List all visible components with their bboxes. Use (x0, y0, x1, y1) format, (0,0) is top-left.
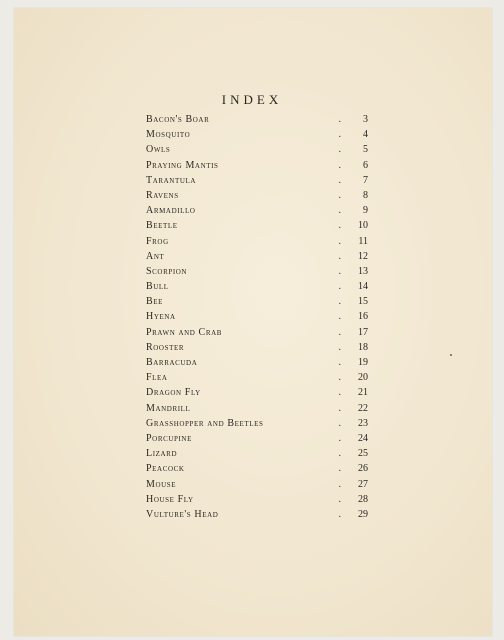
dot-leader: . (338, 189, 350, 201)
entry-page-number: 14 (358, 281, 368, 293)
dot-leader: . (338, 296, 350, 308)
index-entry (146, 446, 368, 461)
entry-name: Flea (146, 372, 168, 384)
entry-page-number: 6 (363, 159, 368, 171)
dot-leader: . (338, 341, 350, 353)
entry-page-number: 16 (358, 311, 368, 323)
dot-leader: . (338, 174, 350, 186)
index-list (146, 112, 368, 522)
dot-leader: . (338, 144, 350, 156)
index-entry (146, 325, 368, 340)
entry-name: Beetle (146, 220, 178, 232)
index-entry (146, 218, 368, 233)
entry-page-number: 8 (363, 189, 368, 201)
entry-name: Mandrill (146, 402, 191, 414)
index-entry (146, 249, 368, 264)
entry-page-number: 7 (363, 174, 368, 186)
dot-leader: . (338, 417, 350, 429)
entry-name: Vulture's Head (146, 508, 219, 520)
entry-page-number: 29 (358, 508, 368, 520)
dot-leader: . (338, 235, 350, 247)
entry-page-number: 28 (358, 493, 368, 505)
index-entry (146, 279, 368, 294)
entry-name: Dragon Fly (146, 387, 201, 399)
index-entry (146, 188, 368, 203)
dot-leader: . (338, 220, 350, 232)
index-entry (146, 431, 368, 446)
index-entry (146, 309, 368, 324)
dot-leader: . (338, 250, 350, 262)
entry-name: Grasshopper and Beetles (146, 417, 264, 429)
index-entry (146, 264, 368, 279)
dot-leader: . (338, 114, 350, 125)
entry-page-number: 15 (358, 296, 368, 308)
index-entry (146, 234, 368, 249)
dot-leader: . (338, 478, 350, 490)
entry-page-number: 26 (358, 463, 368, 475)
index-entry (146, 294, 368, 309)
entry-page-number: 22 (358, 402, 368, 414)
dot-leader: . (338, 432, 350, 444)
entry-name: Hyena (146, 311, 176, 323)
page-title: INDEX (221, 92, 283, 107)
index-entry (146, 507, 368, 522)
entry-name: Owls (146, 144, 171, 156)
entry-name: Armadillo (146, 205, 196, 217)
dot-leader: . (338, 129, 350, 141)
entry-page-number: 11 (358, 235, 368, 247)
dot-leader: . (338, 402, 350, 414)
dot-leader: . (338, 357, 350, 368)
entry-name: Bacon's Boar (146, 114, 210, 125)
entry-page-number: 23 (358, 417, 368, 429)
dot-leader: . (338, 311, 350, 323)
entry-name: Barracuda (146, 357, 198, 368)
dot-leader: . (338, 493, 350, 505)
entry-name: Mouse (146, 478, 177, 490)
ink-speck (450, 354, 452, 356)
entry-page-number: 5 (363, 144, 368, 156)
entry-page-number: 24 (358, 432, 368, 444)
index-entry (146, 127, 368, 142)
entry-page-number: 20 (358, 372, 368, 384)
entry-name: Bull (146, 281, 169, 293)
dot-leader: . (338, 372, 350, 384)
dot-leader: . (338, 159, 350, 171)
entry-page-number: 25 (358, 448, 368, 460)
index-entry (146, 416, 368, 431)
entry-page-number: 21 (358, 387, 368, 399)
entry-name: Ant (146, 250, 165, 262)
dot-leader: . (338, 326, 350, 338)
index-entry (146, 385, 368, 400)
index-entry (146, 401, 368, 416)
entry-page-number: 3 (363, 114, 368, 125)
entry-page-number: 12 (358, 250, 368, 262)
index-entry (146, 203, 368, 218)
index-entry (146, 112, 368, 127)
index-entry (146, 142, 368, 157)
entry-page-number: 4 (363, 129, 368, 141)
dot-leader: . (338, 387, 350, 399)
entry-page-number: 13 (358, 265, 368, 277)
entry-name: Lizard (146, 448, 178, 460)
entry-page-number: 9 (363, 205, 368, 217)
dot-leader: . (338, 508, 350, 520)
entry-page-number: 19 (358, 357, 368, 368)
dot-leader: . (338, 205, 350, 217)
entry-page-number: 18 (358, 341, 368, 353)
dot-leader: . (338, 281, 350, 293)
dot-leader: . (338, 463, 350, 475)
entry-name: Tarantula (146, 174, 197, 186)
index-entry (146, 173, 368, 188)
entry-page-number: 10 (358, 220, 368, 232)
index-entry (146, 158, 368, 173)
index-entry (146, 340, 368, 355)
entry-name: Praying Mantis (146, 159, 219, 171)
entry-name: Porcupine (146, 432, 192, 444)
index-entry (146, 370, 368, 385)
index-entry (146, 355, 368, 370)
entry-name: Scorpion (146, 265, 188, 277)
entry-name: Bee (146, 296, 164, 308)
entry-name: House Fly (146, 493, 194, 505)
entry-name: Rooster (146, 341, 185, 353)
dot-leader: . (338, 265, 350, 277)
entry-name: Frog (146, 235, 169, 247)
index-entry (146, 492, 368, 507)
entry-name: Ravens (146, 189, 179, 201)
entry-name: Mosquito (146, 129, 191, 141)
index-entry (146, 477, 368, 492)
entry-name: Prawn and Crab (146, 326, 223, 338)
index-entry (146, 461, 368, 476)
entry-name: Peacock (146, 463, 185, 475)
dot-leader: . (338, 448, 350, 460)
entry-page-number: 17 (358, 326, 368, 338)
entry-page-number: 27 (358, 478, 368, 490)
